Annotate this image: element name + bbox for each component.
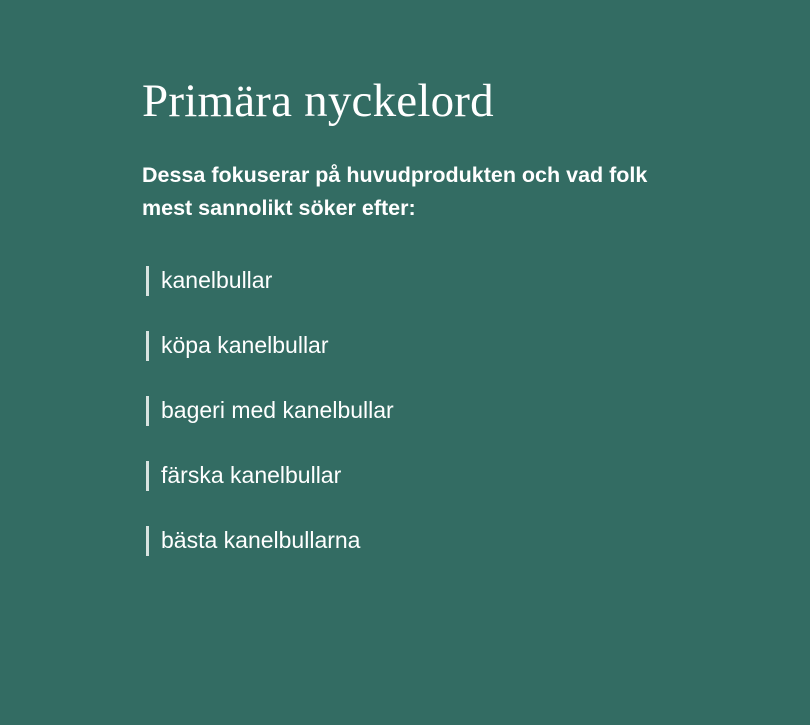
page-title: Primära nyckelord bbox=[142, 75, 494, 127]
accent-bar-icon bbox=[146, 331, 149, 361]
accent-bar-icon bbox=[146, 396, 149, 426]
slide-subtitle: Dessa fokuserar på huvudprodukten och vad folk mest sannolikt söker efter: bbox=[142, 163, 648, 221]
list-item bbox=[146, 266, 750, 296]
keyword-label: bästa kanelbullarna bbox=[161, 526, 361, 553]
keyword-label: kanelbullar bbox=[161, 266, 273, 293]
accent-bar-icon bbox=[146, 266, 149, 296]
list-item bbox=[146, 526, 750, 556]
accent-bar-icon bbox=[146, 461, 149, 491]
keyword-list bbox=[142, 266, 750, 556]
list-item bbox=[146, 461, 750, 491]
keyword-label: färska kanelbullar bbox=[161, 461, 342, 488]
keyword-label: bageri med kanelbullar bbox=[161, 396, 394, 423]
accent-bar-icon bbox=[146, 526, 149, 556]
list-item bbox=[146, 331, 750, 361]
keyword-label: köpa kanelbullar bbox=[161, 331, 329, 358]
list-item bbox=[146, 396, 750, 426]
